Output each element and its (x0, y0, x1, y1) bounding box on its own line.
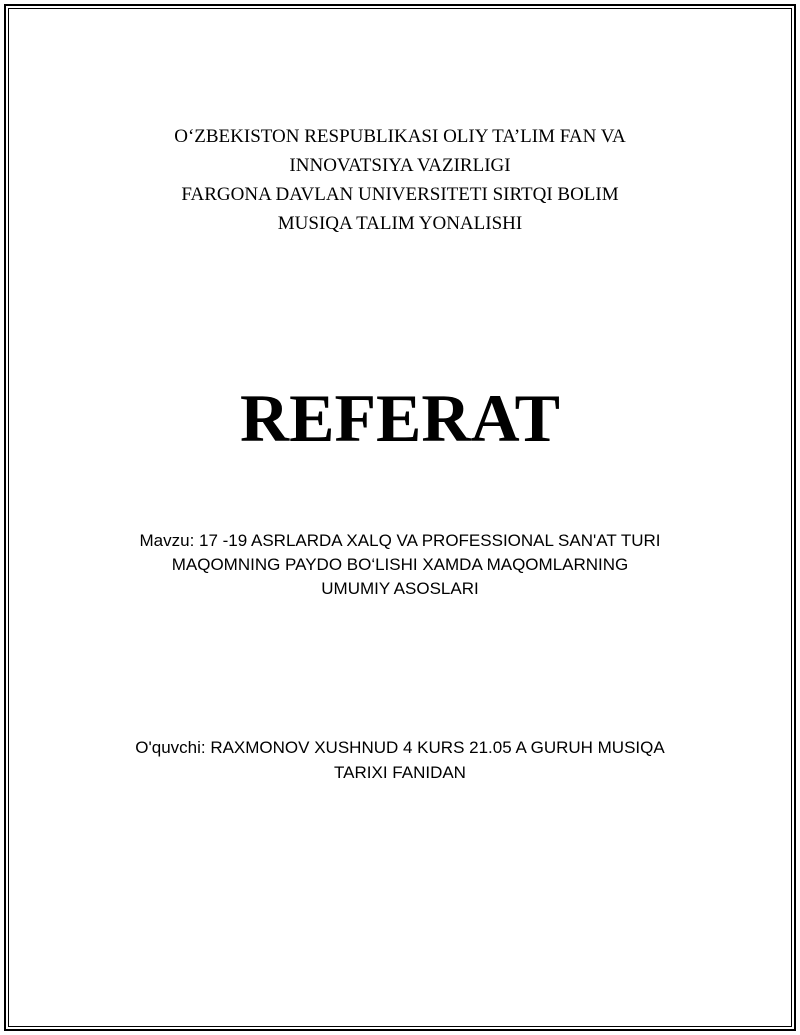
topic-line: UMUMIY ASOSLARI (321, 579, 479, 598)
topic-line: Mavzu: 17 -19 ASRLARDA XALQ VA PROFESSIONAL SAN'AT TURI (139, 531, 661, 550)
header-line: MUSIQA TALIM YONALISHI (277, 213, 523, 234)
topic-block (0, 529, 800, 601)
student-block (0, 735, 800, 785)
header-line: O‘ZBEKISTON RESPUBLIKASI OLIY TA’LIM FAN VA (174, 126, 626, 147)
student-line: TARIXI FANIDAN (334, 763, 466, 782)
document-title: REFERAT (240, 380, 560, 456)
header-line: FARGONA DAVLAN UNIVERSITETI SIRTQI BOLIM (181, 184, 619, 205)
student-line: O'quvchi: RAXMONOV XUSHNUD 4 KURS 21.05 A GURUH MUSIQA (135, 738, 665, 757)
topic-line: MAQOMNING PAYDO BO‘LISHI XAMDA MAQOMLARNING (171, 555, 629, 574)
header-line: INNOVATSIYA VAZIRLIGI (289, 155, 511, 176)
institution-header (0, 122, 800, 238)
